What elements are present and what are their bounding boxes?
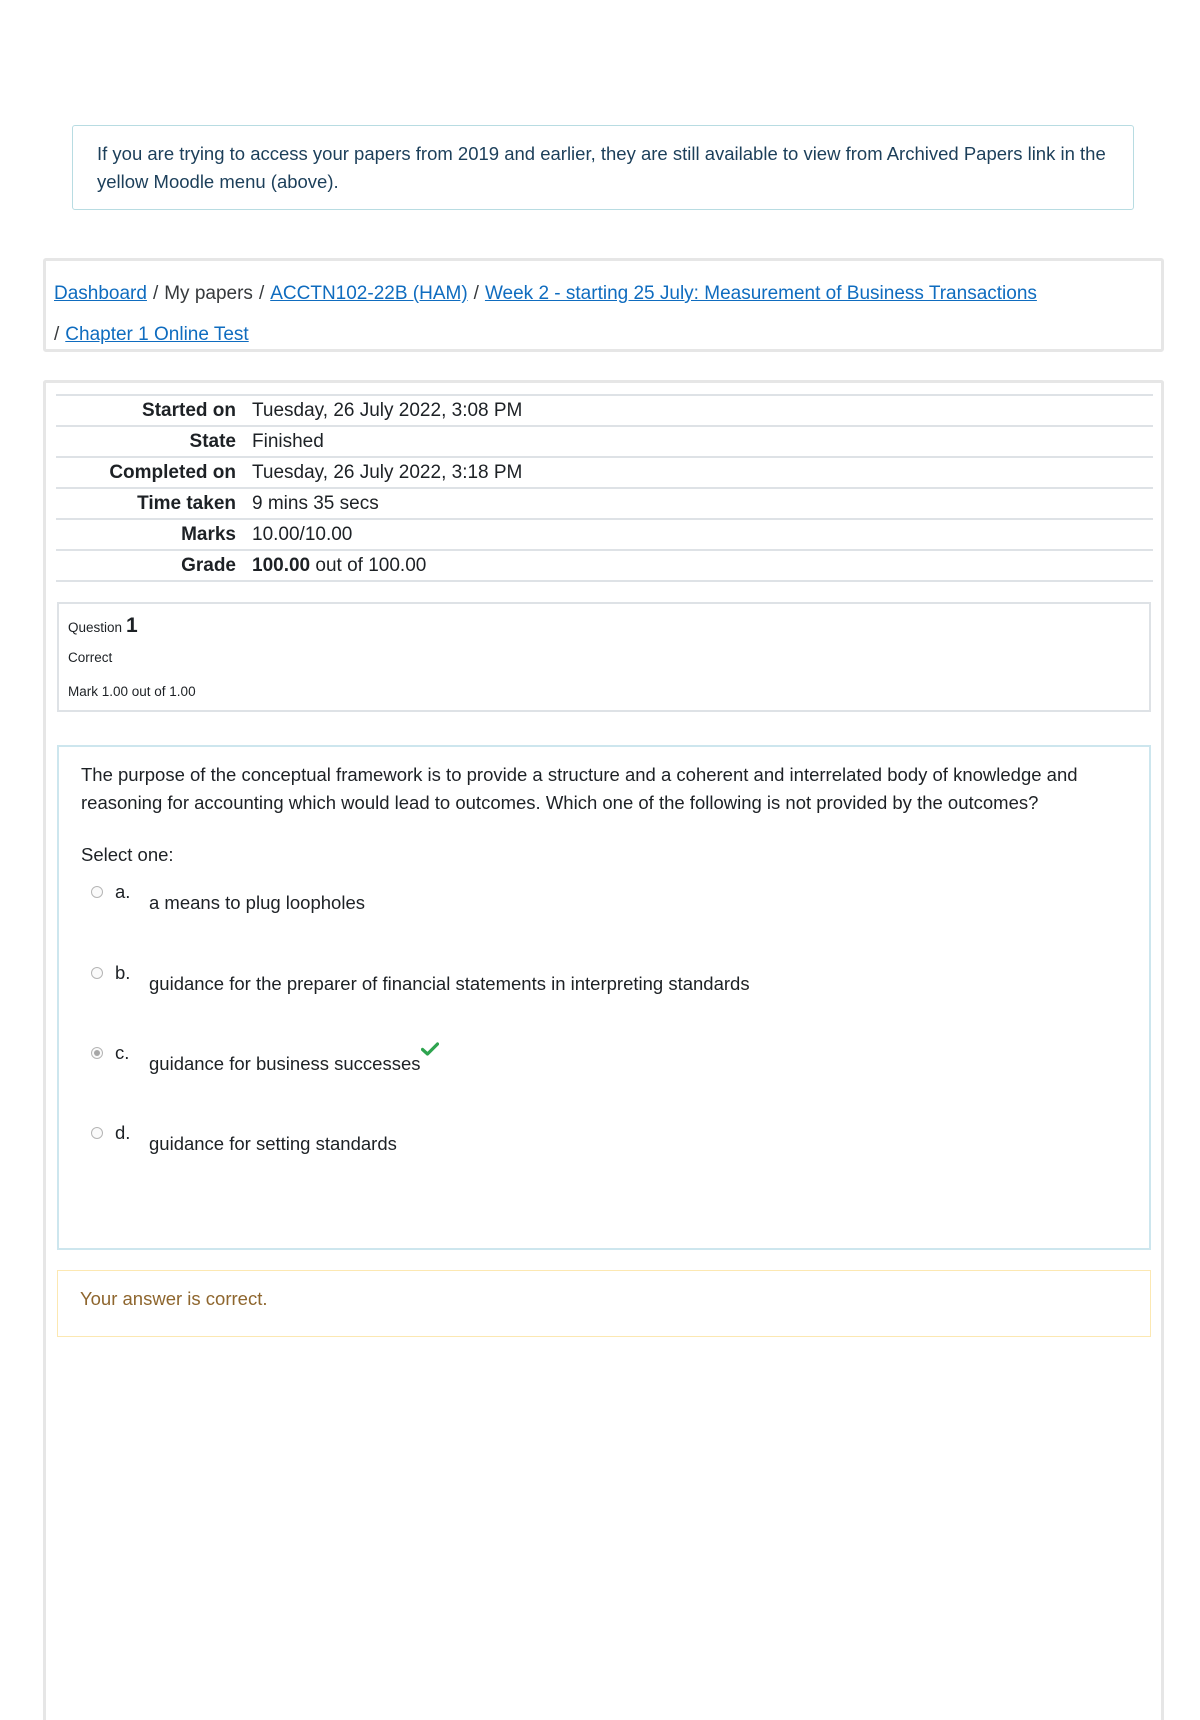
breadcrumb-container — [43, 258, 1164, 352]
breadcrumb-quiz-link[interactable]: Chapter 1 Online Test — [65, 324, 249, 345]
state-value: Finished — [252, 431, 324, 452]
grade-value-cell — [244, 550, 1153, 581]
question-mark: Mark 1.00 out of 1.00 — [68, 684, 196, 699]
breadcrumb-separator: / — [258, 283, 265, 304]
select-one-prompt: Select one: — [81, 844, 174, 865]
breadcrumb-my-papers: My papers — [164, 283, 253, 304]
summary-row-started — [56, 395, 1153, 426]
attempt-summary-table — [56, 394, 1153, 582]
option-letter: d. — [115, 1122, 131, 1143]
radio-button-c-selected[interactable] — [91, 1047, 103, 1059]
time-taken-label: Time taken — [137, 493, 236, 514]
radio-button-d[interactable] — [91, 1127, 103, 1139]
option-text: guidance for the preparer of financial statements in interpreting standards — [149, 973, 750, 994]
option-text: guidance for business successes — [149, 1053, 421, 1074]
breadcrumb-dashboard-link[interactable]: Dashboard — [54, 283, 147, 304]
feedback-text: Your answer is correct. — [80, 1288, 268, 1309]
option-text: guidance for setting standards — [149, 1133, 397, 1154]
completed-on-label: Completed on — [109, 462, 236, 483]
breadcrumb — [54, 273, 1154, 355]
grade-suffix: out of 100.00 — [315, 555, 427, 576]
correct-check-icon — [421, 1039, 439, 1061]
question-info-box — [57, 602, 1151, 712]
summary-row-time — [56, 488, 1153, 519]
archived-papers-notice — [72, 125, 1134, 210]
time-taken-value: 9 mins 35 secs — [252, 493, 379, 514]
option-text: a means to plug loopholes — [149, 892, 365, 913]
quiz-review-region — [43, 380, 1164, 1720]
option-letter: a. — [115, 881, 131, 902]
question-content-box — [57, 745, 1151, 1250]
option-text-wrapper — [149, 1053, 439, 1075]
radio-button-a[interactable] — [91, 886, 103, 898]
breadcrumb-separator: / — [152, 283, 159, 304]
marks-value: 10.00/10.00 — [252, 524, 353, 545]
grade-value: 100.00 — [252, 555, 311, 576]
breadcrumb-week-link[interactable]: Week 2 - starting 25 July: Measurement of Business Transactions — [484, 283, 1037, 304]
breadcrumb-separator: / — [54, 324, 60, 345]
summary-row-state — [56, 426, 1153, 457]
option-letter: b. — [115, 962, 131, 983]
marks-label: Marks — [181, 524, 236, 545]
grade-label: Grade — [181, 555, 236, 576]
started-on-label: Started on — [142, 400, 236, 421]
question-number-line — [68, 614, 138, 638]
notice-text: If you are trying to access your papers from 2019 and earlier, they are still available to view from Archived Papers link in the yellow Moodle menu (above). — [97, 143, 1106, 192]
question-label: Question — [68, 620, 123, 635]
state-label: State — [189, 431, 236, 452]
summary-row-grade — [56, 550, 1153, 581]
breadcrumb-course-link[interactable]: ACCTN102-22B (HAM) — [270, 283, 468, 304]
question-state: Correct — [68, 650, 113, 665]
summary-row-marks — [56, 519, 1153, 550]
completed-on-value: Tuesday, 26 July 2022, 3:18 PM — [252, 462, 523, 483]
question-text: The purpose of the conceptual framework is to provide a structure and a coherent and interrelated body of knowledge and reasoning for accounting which would lead to outcomes. Which one of the following is not provided by the outcomes? — [81, 764, 1078, 813]
question-number: 1 — [126, 614, 138, 637]
option-letter: c. — [115, 1042, 130, 1063]
started-on-value: Tuesday, 26 July 2022, 3:08 PM — [252, 400, 523, 421]
radio-button-b[interactable] — [91, 967, 103, 979]
summary-row-completed — [56, 457, 1153, 488]
breadcrumb-separator: / — [473, 283, 479, 304]
feedback-box — [57, 1270, 1151, 1337]
